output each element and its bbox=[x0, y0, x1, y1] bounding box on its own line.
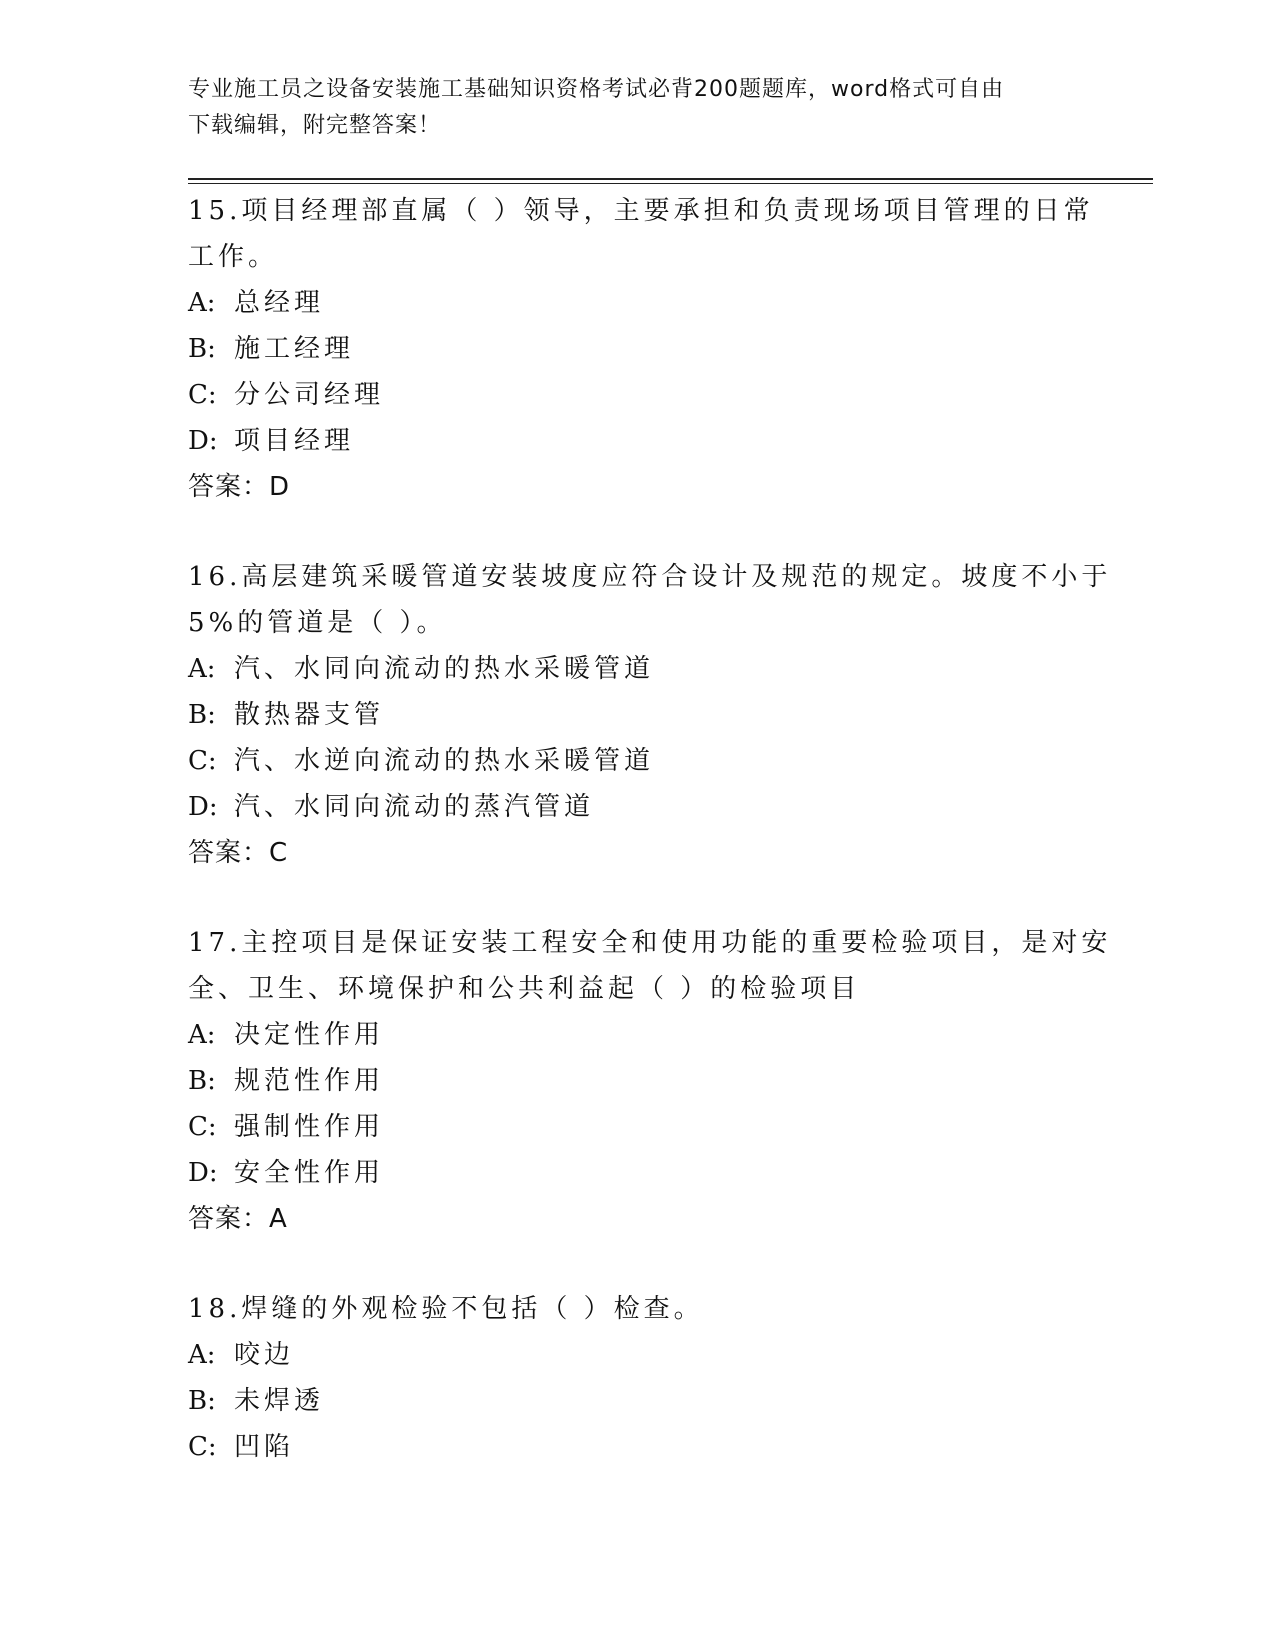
option-c bbox=[188, 1104, 1088, 1150]
option-key: D: bbox=[188, 1158, 218, 1188]
option-key: B: bbox=[188, 1386, 216, 1416]
question-list bbox=[188, 188, 1112, 1514]
option-text: 安全性作用 bbox=[234, 1158, 385, 1188]
option-text: 强制性作用 bbox=[234, 1112, 385, 1142]
question-17 bbox=[188, 920, 1112, 1242]
option-key: B: bbox=[188, 700, 216, 730]
option-text: 项目经理 bbox=[234, 426, 355, 456]
option-b bbox=[188, 1058, 1088, 1104]
question-text: 16.高层建筑采暖管道安装坡度应符合设计及规范的规定。坡度不小于 bbox=[188, 562, 1112, 592]
option-text: 总经理 bbox=[234, 288, 325, 318]
option-text: 散热器支管 bbox=[234, 700, 385, 730]
option-b bbox=[188, 1378, 1088, 1424]
option-text: 施工经理 bbox=[234, 334, 355, 364]
answer-line: 答案：A bbox=[188, 1204, 288, 1234]
option-text: 咬边 bbox=[234, 1340, 295, 1370]
option-d bbox=[188, 1150, 1088, 1196]
option-d bbox=[188, 784, 1088, 830]
option-key: B: bbox=[188, 1066, 216, 1096]
option-b bbox=[188, 326, 1088, 372]
question-text: 18.焊缝的外观检验不包括（ ）检查。 bbox=[188, 1294, 704, 1324]
option-text: 规范性作用 bbox=[234, 1066, 385, 1096]
question-text: 工作。 bbox=[188, 242, 279, 272]
option-key: A: bbox=[188, 288, 216, 318]
question-15 bbox=[188, 188, 1094, 510]
document-header bbox=[188, 72, 1088, 144]
option-key: C: bbox=[188, 1112, 217, 1142]
option-key: A: bbox=[188, 654, 216, 684]
option-c bbox=[188, 1424, 1088, 1470]
question-text: 5%的管道是（ ）。 bbox=[188, 608, 447, 638]
option-text: 未焊透 bbox=[234, 1386, 325, 1416]
question-text: 17.主控项目是保证安装工程安全和使用功能的重要检验项目，是对安 bbox=[188, 928, 1112, 958]
option-b bbox=[188, 692, 1088, 738]
option-key: C: bbox=[188, 746, 217, 776]
option-key: A: bbox=[188, 1020, 216, 1050]
option-text: 汽、水逆向流动的热水采暖管道 bbox=[234, 746, 655, 776]
answer-line: 答案：D bbox=[188, 472, 291, 502]
option-c bbox=[188, 372, 1088, 418]
answer-line: 答案：C bbox=[188, 838, 289, 868]
question-text: 15.项目经理部直属（ ）领导，主要承担和负责现场项目管理的日常 bbox=[188, 196, 1094, 226]
option-key: D: bbox=[188, 792, 218, 822]
option-a bbox=[188, 1012, 1088, 1058]
option-a bbox=[188, 646, 1088, 692]
header-divider-thick bbox=[188, 178, 1153, 180]
question-16 bbox=[188, 554, 1112, 876]
option-key: A: bbox=[188, 1340, 216, 1370]
option-d bbox=[188, 418, 1088, 464]
option-text: 分公司经理 bbox=[234, 380, 385, 410]
header-divider-thin bbox=[188, 183, 1153, 184]
header-line-1: 专业施工员之设备安装施工基础知识资格考试必背200题题库，word格式可自由 bbox=[188, 77, 1005, 102]
option-text: 决定性作用 bbox=[234, 1020, 385, 1050]
option-text: 凹陷 bbox=[234, 1432, 295, 1462]
question-text: 全、卫生、环境保护和公共利益起（ ）的检验项目 bbox=[188, 974, 861, 1004]
option-a bbox=[188, 1332, 1088, 1378]
option-c bbox=[188, 738, 1088, 784]
question-18 bbox=[188, 1286, 1088, 1470]
header-line-2: 下载编辑，附完整答案！ bbox=[188, 113, 442, 138]
option-key: C: bbox=[188, 1432, 217, 1462]
option-a bbox=[188, 280, 1088, 326]
option-key: B: bbox=[188, 334, 216, 364]
option-text: 汽、水同向流动的热水采暖管道 bbox=[234, 654, 655, 684]
option-text: 汽、水同向流动的蒸汽管道 bbox=[234, 792, 595, 822]
option-key: C: bbox=[188, 380, 217, 410]
option-key: D: bbox=[188, 426, 218, 456]
